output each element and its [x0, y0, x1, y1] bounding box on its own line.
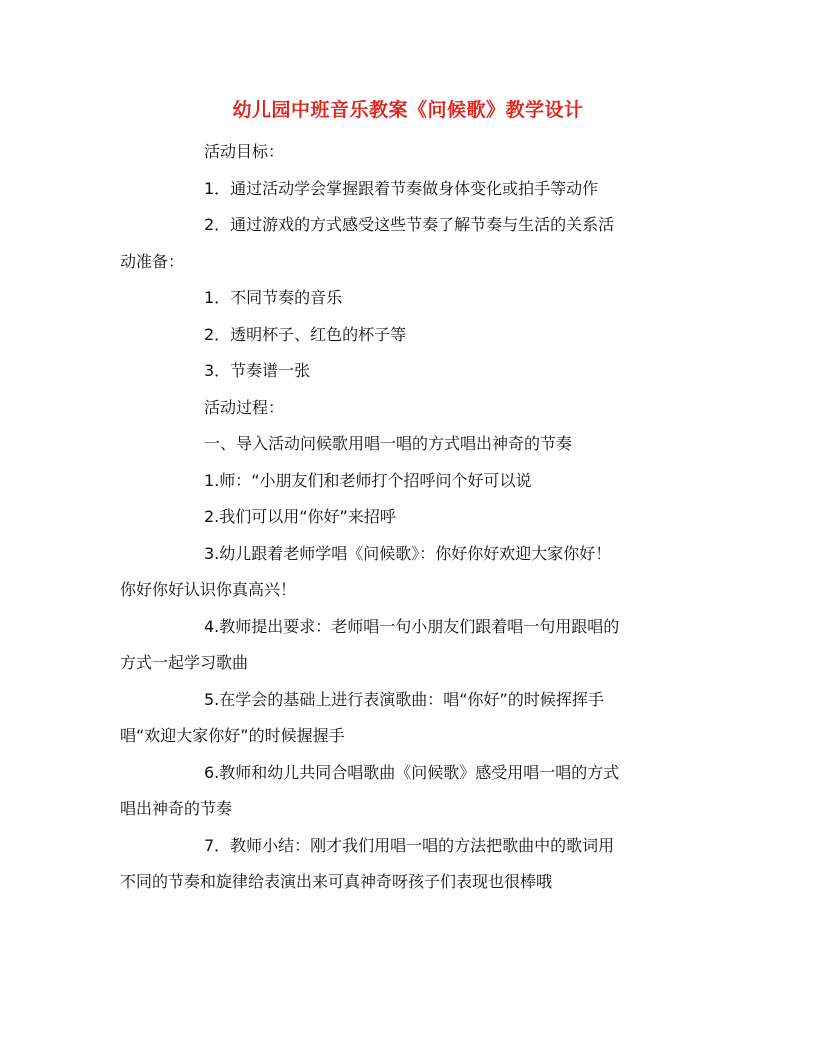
text-line: 4.教师提出要求：老师唱一句小朋友们跟着唱一句用跟唱的 — [204, 616, 620, 636]
text-line: 一、导入活动问候歌用唱一唱的方式唱出神奇的节奏 — [204, 434, 573, 453]
text-line: 活动目标： — [204, 142, 285, 161]
text-line: 唱“欢迎大家你好”的时候握握手 — [120, 726, 345, 745]
document-title: 幼儿园中班音乐教案《问候歌》教学设计 — [232, 99, 584, 121]
text-line: 方式一起学习歌曲 — [120, 653, 249, 672]
text-line: 不同的节奏和旋律给表演出来可真神奇呀孩子们表现也很棒哦 — [120, 872, 553, 891]
text-line: 3．节奏谱一张 — [204, 361, 311, 380]
text-line: 你好你好认识你真高兴！ — [120, 580, 297, 599]
text-line: 唱出神奇的节奏 — [120, 799, 233, 818]
document-body — [120, 134, 694, 901]
text-line: 2.我们可以用“你好”来招呼 — [204, 507, 396, 526]
text-line: 6.教师和幼儿共同合唱歌曲《问候歌》感受用唱一唱的方式 — [204, 762, 620, 782]
text-line: 动准备： — [120, 251, 185, 271]
text-line: 1.师：“小朋友们和老师打个招呼问个好可以说 — [204, 470, 532, 490]
text-line: 2．通过游戏的方式感受这些节奏了解节奏与生活的关系活 — [204, 215, 615, 234]
text-line: 5.在学会的基础上进行表演歌曲：唱“你好”的时候挥挥手 — [204, 689, 604, 709]
text-line: 活动过程： — [204, 397, 285, 417]
text-line: 2．透明杯子、红色的杯子等 — [204, 324, 407, 344]
text-line: 1．通过活动学会掌握跟着节奏做身体变化或拍手等动作 — [204, 178, 599, 198]
text-line: 1．不同节奏的音乐 — [204, 288, 343, 307]
text-line: 7．教师小结：刚才我们用唱一唱的方法把歌曲中的歌词用 — [204, 835, 615, 855]
text-line: 3.幼儿跟着老师学唱《问候歌》：你好你好欢迎大家你好！ — [204, 543, 612, 563]
